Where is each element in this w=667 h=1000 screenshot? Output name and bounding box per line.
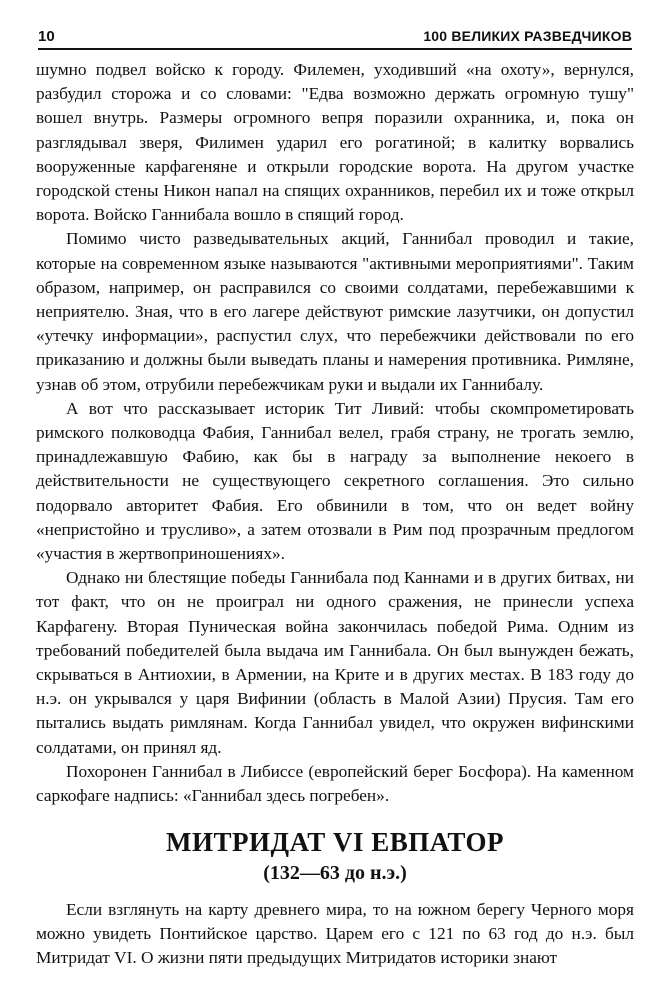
page-number: 10: [38, 28, 55, 45]
paragraph: Похоронен Ганнибал в Либиссе (европейский берег Босфора). На каменном саркофаге надпись: «Ганнибал здесь погребен».: [36, 761, 634, 806]
running-header: [38, 26, 632, 50]
chapter-dates: (132—63 до н.э.): [263, 862, 407, 884]
paragraph: Однако ни блестящие победы Ганнибала под Каннами и в других битвах, ни тот факт, что он не проиграл ни одного сражения, не принесли успеха Карфагену. Вторая Пуническая война закончилась победой Рима. Одним из требований победителей была выдача им Ганнибала. Он был вынужден бежать, скрываться в Антиохии, в Армении, на Крите и в других местах. В 183 году до н.э. он укрывался у царя Вифинии (область в Малой Азии) Прусия. Там его пытались выдать римлянам. Когда Ганнибал увидел, что окружен вифинскими солдатами, он принял яд.: [36, 568, 634, 757]
chapter-title: МИТРИДАТ VI ЕВПАТОР: [166, 827, 504, 857]
paragraph-continued: шумно подвел войско к городу. Филемен, уходивший «на охоту», вернулся, разбудил сторожа и со словами: "Едва возможно держать огромную тушу" вошел внутрь. Размеры огромного вепря поразили охранника, и, пока он разглядывал зверя, Филимен ударил его рогатиной; в калитку ворвались вооруженные карфагеняне и открыли городские ворота. На другом участке городской стены Никон напал на спящих охранников, перебил их и тоже открыл ворота. Войско Ганнибала вошло в спящий город.: [36, 60, 634, 225]
body-text: [36, 58, 634, 808]
chapter-paragraph: Если взглянуть на карту древнего мира, то на южном берегу Черного моря можно увидеть Понтийское царство. Царем его с 121 по 63 год до н.э. был Митридат VI. О жизни пяти предыдущих Митридатов историки знают: [36, 900, 634, 968]
chapter-text: [36, 898, 634, 971]
paragraph: Помимо чисто разведывательных акций, Ганнибал проводил и такие, которые на современном языке называются "активными мероприятиями". Таким образом, например, он расправился со своими солдатами, перебежавшими к неприятелю. Зная, что в его лагере действуют римские лазутчики, он допустил «утечку информации», распустил слух, что перебежчики действовали по его приказанию и должны были выведать планы и намерения противника. Римляне, узнав об этом, отрубили перебежчикам руки и выдали их Ганнибалу.: [36, 229, 634, 394]
paragraph: А вот что рассказывает историк Тит Ливий: чтобы скомпрометировать римского полководца Фабия, Ганнибал велел, грабя страну, не трогать землю, принадлежавшую Фабию, как бы в награду за выполнение некоего в действительности не существующего секретного соглашения. Это сильно подорвало авторитет Фабия. Его обвинили в том, что он ведет войну «непристойно и трусливо», а затем отозвали в Рим под прозрачным предлогом «участия в жертвоприношениях».: [36, 398, 634, 564]
running-title: 100 ВЕЛИКИХ РАЗВЕДЧИКОВ: [423, 28, 632, 44]
